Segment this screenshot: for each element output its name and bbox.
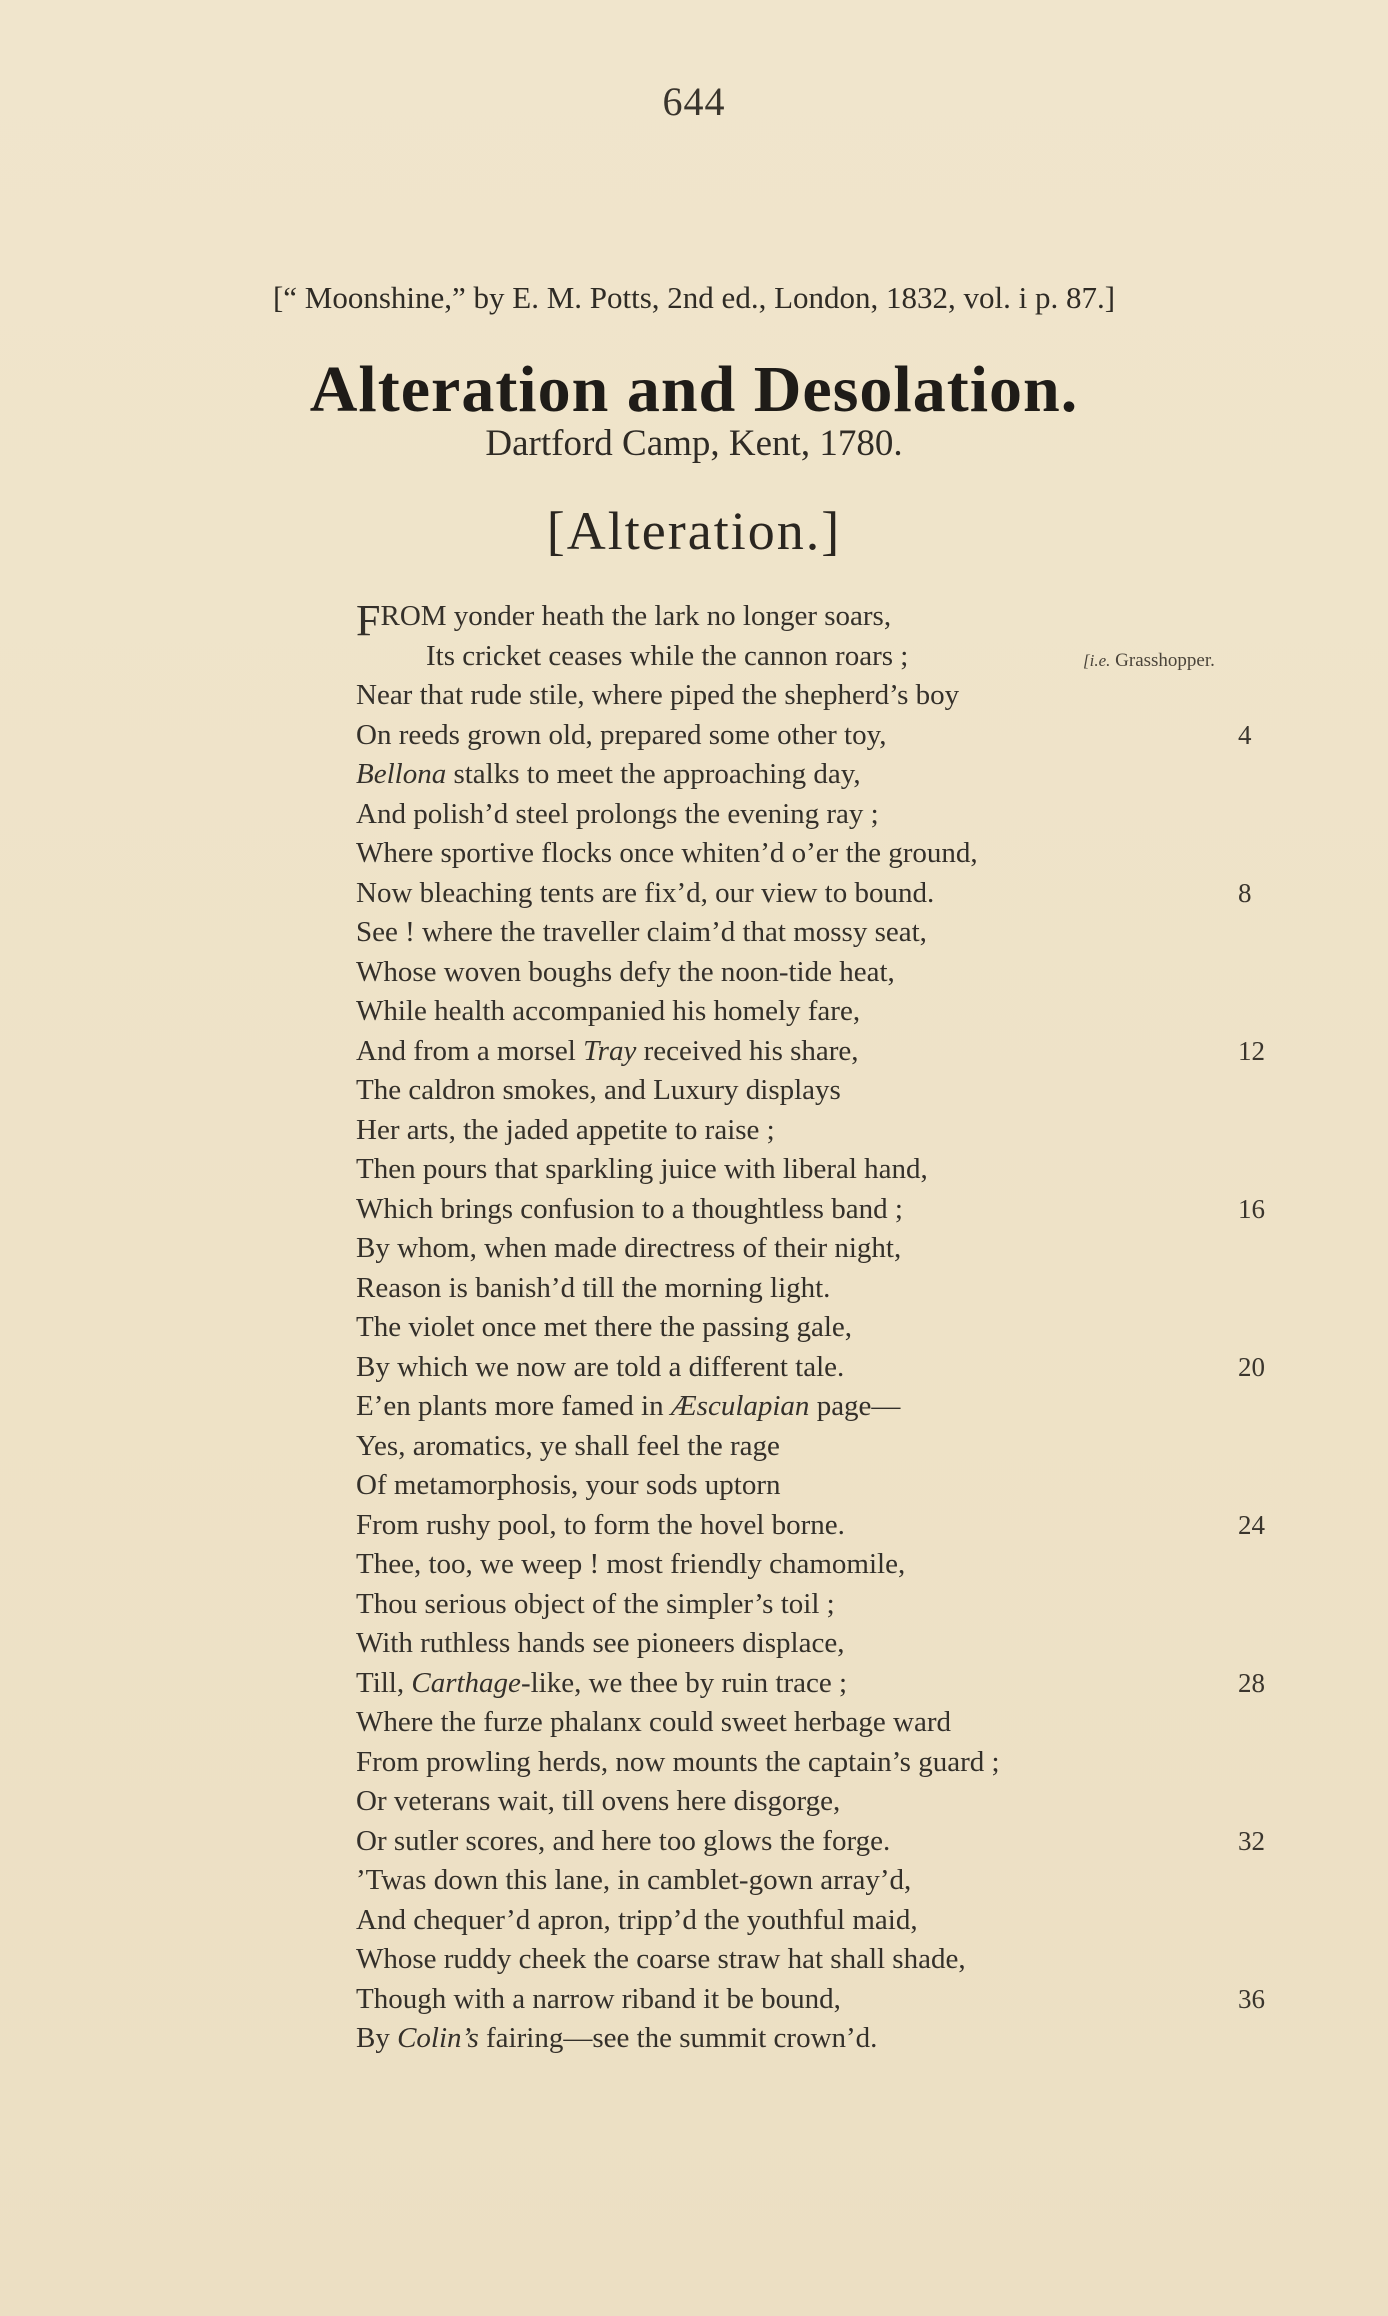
line-text-part: Till, [356,1666,412,1699]
line-text-part: From rushy pool, to form the hovel borne. [356,1508,845,1541]
line-text [356,1190,903,1230]
poem-line [356,834,1276,874]
poem-line [356,992,1276,1032]
poem-line [356,1466,1276,1506]
line-text [356,2019,877,2059]
line-number: 12 [1238,1035,1265,1066]
poem-line [356,913,1276,953]
line-number: 16 [1238,1193,1265,1224]
poem-line [356,1743,1276,1783]
line-text [356,1901,918,1941]
poem-line [356,1348,1276,1388]
line-text-part: Whose woven boughs defy the noon-tide heat, [356,955,895,988]
line-text [356,1111,775,1151]
line-text-part: Or veterans wait, till ovens here disgorge, [356,1785,841,1817]
poem-line [356,1032,1276,1072]
poem-line [356,676,1276,716]
line-text-part: Where sportive flocks once whiten’d o’er the ground, [356,837,978,869]
line-text [356,1348,844,1388]
line-text-part: E’en plants more famed in [356,1390,671,1422]
line-text-part: By [356,2022,398,2054]
poem-line [356,1703,1276,1743]
line-text [356,953,895,993]
line-text [356,1387,900,1427]
line-text [356,1703,951,1743]
line-text [356,992,860,1032]
poem-subtitle: Dartford Camp, Kent, 1780. [485,423,903,464]
line-text-part: -like, we thee by ruin trace ; [520,1666,848,1699]
line-text [356,1427,780,1467]
line-number: 36 [1238,1983,1265,2014]
line-text-part: By which we now are told a different tale. [356,1350,845,1383]
poem-line [356,1229,1276,1269]
line-number: 28 [1238,1667,1265,1698]
line-text-part: Reason is banish’d till the morning light. [356,1271,831,1304]
source-citation: [“ Moonshine,” by E. M. Potts, 2nd ed., London, 1832, vol. i p. 87.] [272,280,1116,315]
line-text-part: Then pours that sparkling juice with liberal hand, [356,1153,928,1185]
line-text [356,1624,844,1664]
line-text [356,1506,845,1546]
line-text [426,637,908,677]
poem-line [356,795,1276,835]
poem-title: Alteration and Desolation. [309,353,1079,426]
line-text-part: Her arts, the jaded appetite to raise ; [356,1113,775,1146]
line-text [356,755,861,795]
line-text [356,1545,905,1585]
line-text-part: On reeds grown old, prepared some other toy, [356,718,887,751]
poem-line [356,1980,1276,2020]
poem-line [356,1624,1276,1664]
poem-line [356,755,1276,795]
poem-line [356,1822,1276,1862]
line-text-part: From prowling herds, now mounts the captain’s guard ; [356,1745,1000,1778]
line-text [356,1071,841,1111]
poem-line [356,1190,1276,1230]
poem-line [356,1545,1276,1585]
poem-line [356,2019,1276,2059]
line-text-part: received his share, [636,1034,859,1067]
poem-line [356,637,1276,677]
line-text-part: fairing—see the summit crown’d. [478,2022,878,2054]
poem-line [356,1150,1276,1190]
poem-line [356,1782,1276,1822]
poem-line [356,1071,1276,1111]
line-text [356,1150,928,1190]
line-italic: Colin’s [397,2022,479,2054]
line-text [356,874,934,914]
line-text [356,1466,781,1506]
line-text-part: Which brings confusion to a thoughtless band ; [356,1192,903,1225]
poem-line [356,1387,1276,1427]
line-text [356,1269,830,1309]
line-italic: Bellona [356,758,447,790]
line-text-part: While health accompanied his homely fare, [356,995,861,1027]
line-text-part: Its cricket ceases while the cannon roars ; [426,639,909,672]
line-text [356,1980,841,2020]
line-text [356,795,879,835]
line-text-part: The caldron smokes, and Luxury displays [356,1074,841,1106]
line-text-part: page— [809,1390,901,1422]
line-text-part: stalks to meet the approaching day, [446,758,861,790]
line-text [356,1308,852,1348]
poem-line [356,1269,1276,1309]
line-number: 20 [1238,1351,1265,1382]
poem-line [356,874,1276,914]
line-number: 32 [1238,1825,1265,1856]
line-text-part: And polish’d steel prolongs the evening ray ; [356,797,879,830]
line-text [356,834,978,874]
line-text [356,1782,840,1822]
poem-line [356,596,1276,645]
margin-note-prefix: [i.e. [1083,650,1111,670]
line-text-part: Though with a narrow riband it be bound, [356,1982,841,2015]
poem-body [356,597,1276,2059]
poem-line [356,1111,1276,1151]
line-text [356,1743,1000,1783]
line-number: 4 [1238,719,1252,750]
line-text-part: Now bleaching tents are fix’d, our view to bound. [356,876,935,909]
poem-line [356,1901,1276,1941]
poem-line [356,716,1276,756]
poem-line [356,1664,1276,1704]
line-text-part: Thee, too, we weep ! most friendly chamomile, [356,1548,906,1580]
page-number: 644 [662,79,726,124]
section-heading: [Alteration.] [546,501,842,561]
line-text-part: With ruthless hands see pioneers displace, [356,1627,845,1659]
line-text-part: ’Twas down this lane, in camblet-gown array’d, [356,1864,912,1896]
drop-cap: F [356,596,381,645]
poem-line [356,1427,1276,1467]
line-text-part: ROM yonder heath the lark no longer soars, [380,600,892,632]
line-text-part: And chequer’d apron, tripp’d the youthful maid, [356,1903,918,1936]
line-text [356,716,886,756]
line-text [356,1940,966,1980]
line-text [356,913,927,953]
line-text [356,676,959,716]
line-text [356,1229,901,1269]
line-text-part: See ! where the traveller claim’d that mossy seat, [356,916,927,948]
line-text-part: And from a morsel [356,1034,584,1067]
poem-line [356,1506,1276,1546]
poem-line [356,1861,1276,1901]
margin-note [1083,641,1215,681]
line-number: 24 [1238,1509,1265,1540]
line-number: 8 [1238,877,1252,908]
poem-line [356,1585,1276,1625]
line-italic: Tray [583,1034,637,1067]
line-text [356,1585,835,1625]
line-text-part: Or sutler scores, and here too glows the forge. [356,1824,891,1857]
line-text [356,1664,847,1704]
line-text-part: Thou serious object of the simpler’s toil ; [356,1587,835,1620]
poem-line [356,1940,1276,1980]
line-text-part: Of metamorphosis, your sods uptorn [356,1469,781,1501]
line-text [356,596,892,645]
line-text-part: By whom, when made directress of their night, [356,1232,902,1264]
line-text-part: Yes, aromatics, ye shall feel the rage [356,1429,780,1462]
line-text-part: Where the furze phalanx could sweet herbage ward [356,1706,952,1738]
line-text [356,1032,859,1072]
line-text-part: Whose ruddy cheek the coarse straw hat shall shade, [356,1943,966,1975]
line-italic: Æsculapian [670,1390,810,1422]
poem-line [356,1308,1276,1348]
line-text-part: Near that rude stile, where piped the shepherd’s boy [356,679,960,711]
line-text-part: The violet once met there the passing gale, [356,1311,853,1343]
poem-line [356,953,1276,993]
line-text [356,1822,890,1862]
margin-note-text: Grasshopper. [1115,649,1215,671]
line-italic: Carthage [411,1666,521,1699]
line-text [356,1861,911,1901]
